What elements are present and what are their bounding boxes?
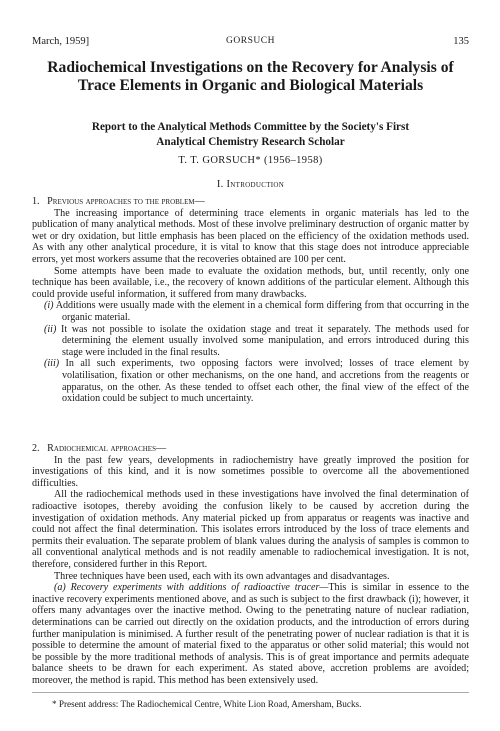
list-item-number: (iii)	[44, 358, 60, 370]
section-1-number: 1.	[32, 196, 40, 207]
list-item-number: (i)	[44, 300, 54, 312]
section-1-paragraph-2: Some attempts have been made to evaluate the oxidation methods, but, until recently, only one technique has been available, i.e., the recovery of known additions of the particular element. Although this could provide useful information, it suffered from many drawbacks.	[32, 265, 469, 300]
list-item-number: (ii)	[44, 323, 57, 335]
footnote: * Present address: The Radiochemical Centre, White Lion Road, Amersham, Bucks.	[52, 699, 362, 709]
list-item	[32, 324, 469, 359]
section-2-heading	[32, 443, 469, 455]
section-1	[32, 196, 469, 405]
section-2-paragraph-2: All the radiochemical methods used in these investigations have involved the final determination of radioactive isotopes, thereby avoiding the confusion likely to be caused by accretion during the investigation of oxidation methods. Any material picked up from apparatus or reagents was inactive and could not affect the final determination. This isolates errors introduced by the loss of trace elements and permits their evaluation. The separate problem of blank values during the analysis of samples is common to all conventional analytical methods and is not readily amenable to radiochemical investigation. It is not, therefore, considered further in this Report.	[32, 489, 469, 570]
list-item-text: It was not possible to isolate the oxidation stage and treat it separately. The methods used for determining the element usually involved some manipulation, and errors introduced during this stage were included in the final results.	[60, 323, 469, 358]
list-item-text: In all such experiments, two opposing factors were involved; losses of trace element by volatilisation, fixation or other mechanisms, on the one hand, and accretions from the reagents or apparatus, on the other. As these tended to offset each other, the final view of the effect of the oxidation could be subject to much uncertainty.	[62, 358, 469, 405]
section-1-paragraph-1: The increasing importance of determining trace elements in organic materials has led to the publication of many analytical methods. Most of these involve preliminary destruction of organic matter by wet or dry oxidation, but little emphasis has been placed on the efficiency of the oxidation methods used. As with any other analytical procedure, it is vital to know that this stage does not introduce appreciable errors, yet most workers assume that the recoveries obtained are 100 per cent.	[32, 207, 469, 265]
section-2-paragraph-3: Three techniques have been used, each with its own advantages and disadvantages.	[54, 570, 390, 582]
recovery-experiments-text: This is similar in essence to the inactive recovery experiments mentioned above, and as such is subject to the first drawback (i); however, it offers many advantages over the inactive method. Owing to the penetrating nature of nuclear radiation, determinations can be carried out directly on the oxidation products, and the introduction of errors during further manipulation is minimised. A further result of the penetrating power of nuclear radiation is that it is possible to determine the amount of material fixed to the apparatus or other solid material; this would not be possible by the more traditional methods of analysis. This is of great importance and permits adequate balance sheets to be drawn for each experiment. As stated above, accretion problems are avoided; moreover, the method is rapid. This method has been extensively used.	[32, 582, 469, 686]
page-header	[32, 36, 469, 50]
subtitle-line-2: Analytical Chemistry Research Scholar	[156, 136, 345, 148]
section-2-paragraph-4	[32, 582, 469, 686]
section-1-heading	[32, 196, 469, 208]
section-1-title: Previous approaches to the problem—	[47, 196, 205, 207]
recovery-experiments-label: (a) Recovery experiments with additions of radioactive tracer—	[54, 582, 329, 594]
running-head: GORSUCH	[226, 36, 275, 46]
list-item	[32, 300, 469, 323]
footnote-rule	[32, 692, 469, 693]
paper-title: Radiochemical Investigations on the Recovery for Analysis of Trace Elements in Organic and Biological Materials	[47, 59, 454, 95]
page-number: 135	[453, 36, 469, 47]
section-2-title: Radiochemical approaches—	[47, 443, 167, 454]
section-heading-introduction: I. Introduction	[216, 179, 285, 190]
issue-date: March, 1959]	[32, 36, 90, 47]
list-item	[32, 358, 469, 404]
section-2	[32, 443, 469, 686]
author-line: T. T. GORSUCH* (1956–1958)	[178, 155, 323, 166]
section-2-number: 2.	[32, 443, 40, 454]
paper-subtitle	[32, 120, 469, 150]
section-2-paragraph-1: In the past few years, developments in radiochemistry have greatly improved the position for investigations of this kind, and it is now sometimes possible to overcome all the abovementioned difficulties.	[32, 454, 469, 489]
subtitle-line-1: Report to the Analytical Methods Committee by the Society's First	[91, 121, 410, 133]
list-item-text: Additions were usually made with the element in a chemical form differing from that occurring in the organic material.	[55, 300, 470, 323]
